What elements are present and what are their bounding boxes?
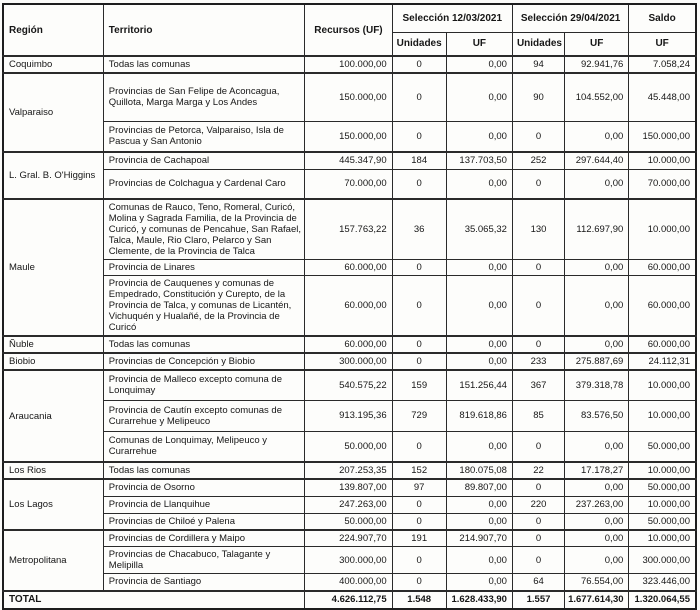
recursos-cell: 139.807,00 bbox=[305, 479, 392, 496]
table-row bbox=[3, 353, 696, 370]
unidades-1-cell: 36 bbox=[392, 199, 446, 260]
territory-cell: Provincia de Osorno bbox=[103, 479, 305, 496]
unidades-2-cell: 0 bbox=[512, 276, 564, 337]
unidades-2-cell: 0 bbox=[512, 479, 564, 496]
uf-2-cell: 92.941,76 bbox=[565, 56, 629, 73]
territory-cell: Provincias de San Felipe de Aconcagua, Quillota, Marga Marga y Los Andes bbox=[103, 73, 305, 121]
recursos-cell: 300.000,00 bbox=[305, 547, 392, 574]
header-saldo-uf: UF bbox=[629, 32, 696, 56]
uf-2-cell: 0,00 bbox=[565, 431, 629, 462]
uf-2-cell: 104.552,00 bbox=[565, 73, 629, 121]
unidades-1-cell: 184 bbox=[392, 152, 446, 169]
region-cell: Los Lagos bbox=[3, 479, 103, 530]
recursos-cell: 100.000,00 bbox=[305, 56, 392, 73]
unidades-1-cell: 0 bbox=[392, 513, 446, 530]
saldo-cell: 24.112,31 bbox=[629, 353, 696, 370]
total-uf-2: 1.677.614,30 bbox=[565, 591, 629, 609]
header-seleccion-2: Selección 29/04/2021 bbox=[512, 4, 628, 32]
uf-1-cell: 89.807,00 bbox=[446, 479, 512, 496]
uf-2-cell: 17.178,27 bbox=[565, 462, 629, 479]
uf-2-cell: 0,00 bbox=[565, 276, 629, 337]
saldo-cell: 50.000,00 bbox=[629, 431, 696, 462]
region-cell: Araucania bbox=[3, 370, 103, 462]
territory-cell: Todas las comunas bbox=[103, 56, 305, 73]
saldo-cell: 10.000,00 bbox=[629, 400, 696, 431]
unidades-1-cell: 152 bbox=[392, 462, 446, 479]
unidades-1-cell: 729 bbox=[392, 400, 446, 431]
unidades-2-cell: 130 bbox=[512, 199, 564, 260]
unidades-1-cell: 0 bbox=[392, 56, 446, 73]
table-row bbox=[3, 479, 696, 496]
recursos-cell: 150.000,00 bbox=[305, 73, 392, 121]
unidades-1-cell: 0 bbox=[392, 169, 446, 199]
unidades-1-cell: 0 bbox=[392, 121, 446, 152]
recursos-cell: 60.000,00 bbox=[305, 336, 392, 353]
unidades-1-cell: 0 bbox=[392, 574, 446, 591]
table-row bbox=[3, 496, 696, 513]
uf-2-cell: 237.263,00 bbox=[565, 496, 629, 513]
saldo-cell: 323.446,00 bbox=[629, 574, 696, 591]
uf-1-cell: 0,00 bbox=[446, 513, 512, 530]
unidades-2-cell: 85 bbox=[512, 400, 564, 431]
uf-2-cell: 379.318,78 bbox=[565, 370, 629, 400]
table-row bbox=[3, 336, 696, 353]
header-region: Región bbox=[3, 4, 103, 56]
header-seleccion-1: Selección 12/03/2021 bbox=[392, 4, 512, 32]
unidades-1-cell: 97 bbox=[392, 479, 446, 496]
recursos-cell: 50.000,00 bbox=[305, 431, 392, 462]
uf-2-cell: 0,00 bbox=[565, 169, 629, 199]
table-row bbox=[3, 169, 696, 199]
region-cell: Metropolitana bbox=[3, 530, 103, 591]
uf-1-cell: 0,00 bbox=[446, 56, 512, 73]
region-cell: Maule bbox=[3, 199, 103, 336]
unidades-2-cell: 252 bbox=[512, 152, 564, 169]
saldo-cell: 10.000,00 bbox=[629, 199, 696, 260]
table-row bbox=[3, 431, 696, 462]
total-unidades-2: 1.557 bbox=[512, 591, 564, 609]
recursos-cell: 207.253,35 bbox=[305, 462, 392, 479]
territory-cell: Provincias de Chiloé y Palena bbox=[103, 513, 305, 530]
unidades-2-cell: 0 bbox=[512, 121, 564, 152]
allocation-table bbox=[2, 3, 697, 610]
territory-cell: Provincia de Malleco excepto comuna de Lonquimay bbox=[103, 370, 305, 400]
territory-cell: Provincia de Santiago bbox=[103, 574, 305, 591]
table-row bbox=[3, 199, 696, 260]
saldo-cell: 50.000,00 bbox=[629, 513, 696, 530]
unidades-2-cell: 64 bbox=[512, 574, 564, 591]
saldo-cell: 60.000,00 bbox=[629, 260, 696, 276]
uf-2-cell: 0,00 bbox=[565, 260, 629, 276]
header-uf-1: UF bbox=[446, 32, 512, 56]
table-row bbox=[3, 547, 696, 574]
table-row bbox=[3, 513, 696, 530]
saldo-cell: 45.448,00 bbox=[629, 73, 696, 121]
region-cell: L. Gral. B. O'Higgins bbox=[3, 152, 103, 199]
uf-1-cell: 0,00 bbox=[446, 121, 512, 152]
recursos-cell: 60.000,00 bbox=[305, 260, 392, 276]
table-row bbox=[3, 260, 696, 276]
uf-2-cell: 0,00 bbox=[565, 530, 629, 547]
total-saldo: 1.320.064,55 bbox=[629, 591, 696, 609]
unidades-2-cell: 22 bbox=[512, 462, 564, 479]
total-row bbox=[3, 591, 696, 609]
table-row bbox=[3, 152, 696, 169]
header-territorio: Territorio bbox=[103, 4, 305, 56]
total-uf-1: 1.628.433,90 bbox=[446, 591, 512, 609]
territory-cell: Provincia de Cautín excepto comunas de Curarrehue y Melipeuco bbox=[103, 400, 305, 431]
uf-2-cell: 297.644,40 bbox=[565, 152, 629, 169]
recursos-cell: 150.000,00 bbox=[305, 121, 392, 152]
saldo-cell: 150.000,00 bbox=[629, 121, 696, 152]
uf-1-cell: 137.703,50 bbox=[446, 152, 512, 169]
unidades-1-cell: 0 bbox=[392, 276, 446, 337]
uf-2-cell: 76.554,00 bbox=[565, 574, 629, 591]
uf-2-cell: 0,00 bbox=[565, 479, 629, 496]
table-row bbox=[3, 530, 696, 547]
uf-1-cell: 0,00 bbox=[446, 431, 512, 462]
unidades-2-cell: 94 bbox=[512, 56, 564, 73]
uf-1-cell: 214.907,70 bbox=[446, 530, 512, 547]
territory-cell: Provincias de Colchagua y Cardenal Caro bbox=[103, 169, 305, 199]
uf-1-cell: 0,00 bbox=[446, 574, 512, 591]
saldo-cell: 50.000,00 bbox=[629, 479, 696, 496]
uf-2-cell: 0,00 bbox=[565, 513, 629, 530]
territory-cell: Provincia de Cachapoal bbox=[103, 152, 305, 169]
recursos-cell: 157.763,22 bbox=[305, 199, 392, 260]
region-cell: Ñuble bbox=[3, 336, 103, 353]
recursos-cell: 445.347,90 bbox=[305, 152, 392, 169]
unidades-1-cell: 0 bbox=[392, 353, 446, 370]
header-recursos: Recursos (UF) bbox=[305, 4, 392, 56]
unidades-2-cell: 0 bbox=[512, 547, 564, 574]
unidades-2-cell: 0 bbox=[512, 336, 564, 353]
territory-cell: Todas las comunas bbox=[103, 336, 305, 353]
table-row bbox=[3, 73, 696, 121]
territory-cell: Comunas de Rauco, Teno, Romeral, Curicó, Molina y Sagrada Familia, de la Provincia de Curicó, y comunas de Pencahue, San Rafael, Talca, Maule, Rio Claro, Pelarco y San Clemente, de la Provincia de Talca bbox=[103, 199, 305, 260]
header-row-1 bbox=[3, 4, 696, 32]
unidades-2-cell: 0 bbox=[512, 169, 564, 199]
table-row bbox=[3, 574, 696, 591]
table-row bbox=[3, 400, 696, 431]
header-unidades-1: Unidades bbox=[392, 32, 446, 56]
uf-1-cell: 0,00 bbox=[446, 260, 512, 276]
uf-1-cell: 819.618,86 bbox=[446, 400, 512, 431]
unidades-2-cell: 233 bbox=[512, 353, 564, 370]
recursos-cell: 70.000,00 bbox=[305, 169, 392, 199]
uf-2-cell: 0,00 bbox=[565, 336, 629, 353]
territory-cell: Todas las comunas bbox=[103, 462, 305, 479]
table-row bbox=[3, 370, 696, 400]
uf-1-cell: 0,00 bbox=[446, 547, 512, 574]
uf-1-cell: 0,00 bbox=[446, 353, 512, 370]
region-cell: Biobio bbox=[3, 353, 103, 370]
table-row bbox=[3, 56, 696, 73]
recursos-cell: 913.195,36 bbox=[305, 400, 392, 431]
territory-cell: Provincia de Linares bbox=[103, 260, 305, 276]
recursos-cell: 50.000,00 bbox=[305, 513, 392, 530]
unidades-1-cell: 0 bbox=[392, 260, 446, 276]
uf-1-cell: 180.075,08 bbox=[446, 462, 512, 479]
uf-2-cell: 83.576,50 bbox=[565, 400, 629, 431]
uf-1-cell: 0,00 bbox=[446, 73, 512, 121]
table-row bbox=[3, 462, 696, 479]
recursos-cell: 224.907,70 bbox=[305, 530, 392, 547]
region-cell: Coquimbo bbox=[3, 56, 103, 73]
recursos-cell: 400.000,00 bbox=[305, 574, 392, 591]
unidades-1-cell: 0 bbox=[392, 496, 446, 513]
territory-cell: Comunas de Lonquimay, Melipeuco y Curarrehue bbox=[103, 431, 305, 462]
uf-1-cell: 151.256,44 bbox=[446, 370, 512, 400]
uf-1-cell: 35.065,32 bbox=[446, 199, 512, 260]
saldo-cell: 70.000,00 bbox=[629, 169, 696, 199]
header-uf-2: UF bbox=[565, 32, 629, 56]
uf-2-cell: 275.887,69 bbox=[565, 353, 629, 370]
uf-2-cell: 0,00 bbox=[565, 547, 629, 574]
table-row bbox=[3, 276, 696, 337]
saldo-cell: 60.000,00 bbox=[629, 276, 696, 337]
saldo-cell: 10.000,00 bbox=[629, 462, 696, 479]
unidades-2-cell: 90 bbox=[512, 73, 564, 121]
unidades-1-cell: 159 bbox=[392, 370, 446, 400]
saldo-cell: 60.000,00 bbox=[629, 336, 696, 353]
saldo-cell: 10.000,00 bbox=[629, 496, 696, 513]
saldo-cell: 10.000,00 bbox=[629, 152, 696, 169]
table-row bbox=[3, 121, 696, 152]
uf-2-cell: 112.697,90 bbox=[565, 199, 629, 260]
recursos-cell: 300.000,00 bbox=[305, 353, 392, 370]
uf-1-cell: 0,00 bbox=[446, 276, 512, 337]
unidades-1-cell: 0 bbox=[392, 73, 446, 121]
saldo-cell: 7.058,24 bbox=[629, 56, 696, 73]
unidades-2-cell: 220 bbox=[512, 496, 564, 513]
total-label: TOTAL bbox=[3, 591, 305, 609]
territory-cell: Provincias de Petorca, Valparaiso, Isla de Pascua y San Antonio bbox=[103, 121, 305, 152]
unidades-1-cell: 191 bbox=[392, 530, 446, 547]
territory-cell: Provincia de Llanquihue bbox=[103, 496, 305, 513]
unidades-2-cell: 0 bbox=[512, 431, 564, 462]
unidades-2-cell: 0 bbox=[512, 513, 564, 530]
uf-2-cell: 0,00 bbox=[565, 121, 629, 152]
header-saldo: Saldo bbox=[629, 4, 696, 32]
territory-cell: Provincias de Chacabuco, Talagante y Melipilla bbox=[103, 547, 305, 574]
total-unidades-1: 1.548 bbox=[392, 591, 446, 609]
uf-1-cell: 0,00 bbox=[446, 496, 512, 513]
unidades-2-cell: 0 bbox=[512, 530, 564, 547]
territory-cell: Provincias de Cordillera y Maipo bbox=[103, 530, 305, 547]
recursos-cell: 247.263,00 bbox=[305, 496, 392, 513]
recursos-cell: 60.000,00 bbox=[305, 276, 392, 337]
uf-1-cell: 0,00 bbox=[446, 336, 512, 353]
unidades-1-cell: 0 bbox=[392, 431, 446, 462]
unidades-2-cell: 367 bbox=[512, 370, 564, 400]
uf-1-cell: 0,00 bbox=[446, 169, 512, 199]
region-cell: Los Rios bbox=[3, 462, 103, 479]
saldo-cell: 10.000,00 bbox=[629, 370, 696, 400]
unidades-2-cell: 0 bbox=[512, 260, 564, 276]
unidades-1-cell: 0 bbox=[392, 547, 446, 574]
saldo-cell: 10.000,00 bbox=[629, 530, 696, 547]
territory-cell: Provincias de Concepción y Biobio bbox=[103, 353, 305, 370]
recursos-cell: 540.575,22 bbox=[305, 370, 392, 400]
total-recursos: 4.626.112,75 bbox=[305, 591, 392, 609]
region-cell: Valparaiso bbox=[3, 73, 103, 152]
saldo-cell: 300.000,00 bbox=[629, 547, 696, 574]
territory-cell: Provincia de Cauquenes y comunas de Empedrado, Constitución y Curepto, de la Provincia de Talca, y comunas de Licantén, Vichuquén y Hualañé, de la Provincia de Curicó bbox=[103, 276, 305, 337]
header-unidades-2: Unidades bbox=[512, 32, 564, 56]
unidades-1-cell: 0 bbox=[392, 336, 446, 353]
